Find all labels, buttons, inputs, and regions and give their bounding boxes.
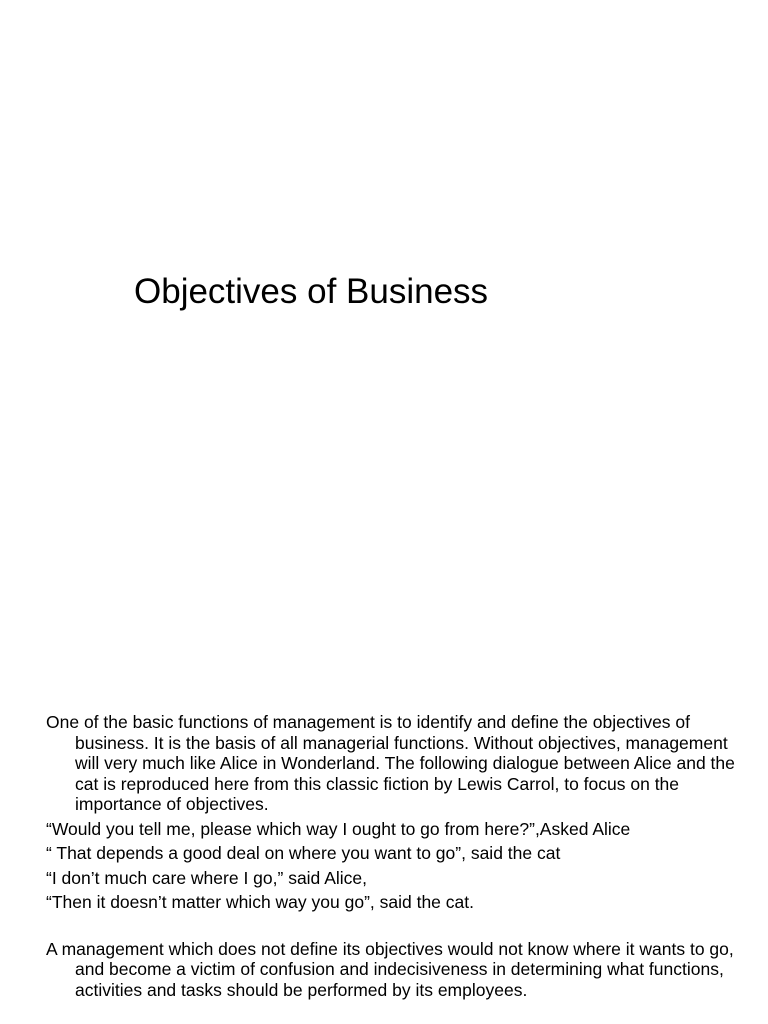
intro-paragraph: One of the basic functions of management is to identify and define the objectives of business. It is the basis of all managerial functions. Without objectives, management will very much like Alice in Wonderland. The following dialogue between Alice and the cat is reproduced here from this classic fiction by Lewis Carrol, to focus on the importance of objectives. [46, 712, 735, 814]
dialogue-line-2: “ That depends a good deal on where you want to go”, said the cat [46, 843, 561, 863]
conclusion-paragraph: A management which does not define its objectives would not know where it wants to go, and become a victim of confusion and indecisiveness in determining what functions, activities and tasks should be performed by its employees. [46, 938, 734, 1000]
slide-title: Objectives of Business [134, 272, 489, 311]
dialogue-line-1: “Would you tell me, please which way I ought to go from here?”,Asked Alice [46, 818, 631, 839]
dialogue-line-3: “I don’t much care where I go,” said Alice, [46, 867, 367, 888]
dialogue-line-4: “Then it doesn’t matter which way you go”, said the cat. [46, 892, 474, 912]
slide-body [46, 712, 736, 1000]
